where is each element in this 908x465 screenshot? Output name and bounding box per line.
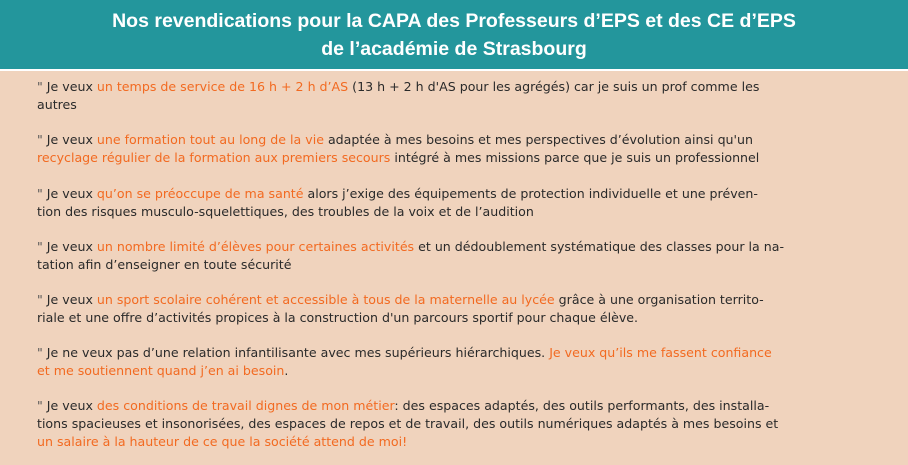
demand-item — [37, 291, 885, 327]
demand-line — [37, 433, 885, 451]
highlighted-text: recyclage régulier de la formation aux premiers secours — [37, 150, 391, 165]
highlighted-text: une formation tout au long de la vie — [96, 132, 324, 147]
body-text: Je veux — [46, 79, 97, 94]
body-text: Je veux — [46, 132, 97, 147]
demand-item — [37, 397, 885, 451]
body-text: Je ne veux pas d’une relation infantilisante avec mes supérieurs hiérarchiques. — [46, 345, 550, 360]
demand-item — [37, 344, 885, 380]
demand-line — [37, 203, 885, 221]
demand-line — [37, 238, 885, 256]
demand-line — [37, 415, 885, 433]
quote-mark: " — [37, 132, 47, 147]
body-text: tation afin d’enseigner en toute sécurité — [37, 257, 292, 272]
highlighted-text: un sport scolaire cohérent et accessible à tous de la maternelle au lycée — [96, 292, 555, 307]
highlighted-text: qu’on se préoccupe de ma santé — [96, 186, 304, 201]
body-text: autres — [37, 97, 77, 112]
title-banner — [0, 0, 908, 71]
quote-mark: " — [37, 398, 47, 413]
body-text: Je veux — [46, 292, 97, 307]
title-line-1: Nos revendications pour la CAPA des Professeurs d’EPS et des CE d’EPS — [112, 10, 796, 32]
demand-line — [37, 131, 885, 149]
demand-item — [37, 131, 885, 167]
demand-item — [37, 185, 885, 221]
demand-line — [37, 362, 885, 380]
demand-line — [37, 78, 885, 96]
body-text: alors j’exige des équipements de protection individuelle et une préven- — [303, 186, 758, 201]
body-text: Je veux — [46, 398, 97, 413]
quote-mark: " — [37, 239, 47, 254]
body-text: intégré à mes missions parce que je suis un professionnel — [390, 150, 760, 165]
body-text: adaptée à mes besoins et mes perspectives d’évolution ainsi qu'un — [323, 132, 753, 147]
quote-mark: " — [37, 292, 47, 307]
highlighted-text: un salaire à la hauteur de ce que la société attend de moi! — [37, 434, 408, 449]
demand-line — [37, 291, 885, 309]
demand-line — [37, 309, 885, 327]
demand-item — [37, 78, 885, 114]
body-text: riale et une offre d’activités propices à la construction d'un parcours sportif pour chaque élève. — [37, 310, 639, 325]
highlighted-text: Je veux qu’ils me fassent confiance — [549, 345, 772, 360]
demand-line — [37, 397, 885, 415]
body-text: et un dédoublement systématique des classes pour la na- — [414, 239, 785, 254]
demand-line — [37, 149, 885, 167]
title-line-2: de l’académie de Strasbourg — [321, 38, 587, 60]
quote-mark: " — [37, 345, 47, 360]
body-text: Je veux — [46, 239, 97, 254]
body-text: Je veux — [46, 186, 97, 201]
highlighted-text: et me soutiennent quand j’en ai besoin — [37, 363, 285, 378]
body-text: : des espaces adaptés, des outils performants, des installa- — [394, 398, 770, 413]
quote-mark: " — [37, 186, 47, 201]
highlighted-text: un temps de service de 16 h + 2 h d’AS — [96, 79, 349, 94]
demand-line — [37, 185, 885, 203]
demand-item — [37, 238, 885, 274]
quote-mark: " — [37, 79, 47, 94]
body-text: . — [284, 363, 289, 378]
body-text: grâce à une organisation territo- — [554, 292, 764, 307]
body-text: tions spacieuses et insonorisées, des espaces de repos et de travail, des outils numériques adaptés à mes besoins et — [37, 416, 779, 431]
highlighted-text: un nombre limité d’élèves pour certaines activités — [96, 239, 415, 254]
demand-line — [37, 344, 885, 362]
highlighted-text: des conditions de travail dignes de mon métier — [96, 398, 395, 413]
demand-line — [37, 256, 885, 274]
body-text: (13 h + 2 h d'AS pour les agrégés) car je suis un prof comme les — [348, 79, 760, 94]
demand-line — [37, 96, 885, 114]
body-text: tion des risques musculo-squelettiques, des troubles de la voix et de l’audition — [37, 204, 534, 219]
